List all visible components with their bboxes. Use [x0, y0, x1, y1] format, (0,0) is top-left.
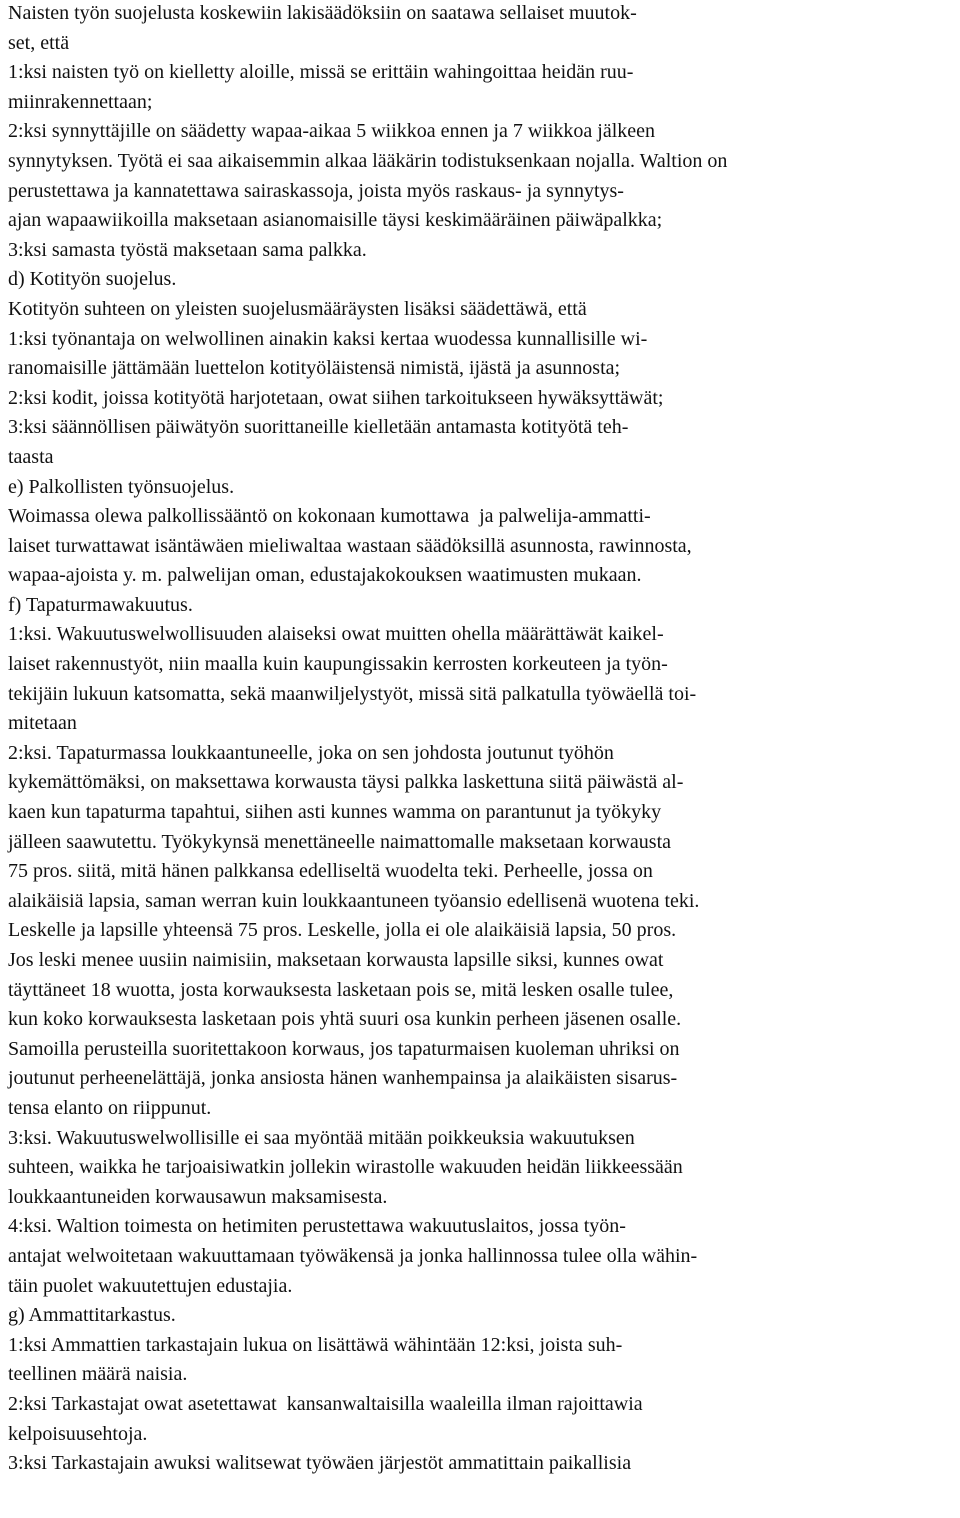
text-line: perustettawa ja kannatettawa sairaskassoja, joista myös raskaus- ja synnytys-: [8, 179, 624, 202]
text-line: 1:ksi työnantaja on welwollinen ainakin kaksi kertaa wuodessa kunnallisille wi-: [8, 327, 648, 350]
text-line: kykemättömäksi, on maksettawa korwausta täysi palkka laskettuna siitä päiwästä al-: [8, 771, 684, 794]
section-heading: e) Palkollisten työnsuojelus.: [8, 475, 235, 498]
text-line: 1:ksi. Wakuutuswelwollisuuden alaiseksi owat muitten ohella määrättäwät kaikel-: [8, 623, 664, 646]
text-line: alaikäisiä lapsia, saman werran kuin loukkaantuneen työansio edellisenä wuotena teki.: [8, 889, 700, 912]
text-line: laiset turwattawat isäntäwäen mieliwaltaa wastaan säädöksillä asunnosta, rawinnosta,: [8, 534, 692, 557]
text-line: teellinen määrä naisia.: [8, 1363, 188, 1386]
text-line: tekijäin lukuun katsomatta, sekä maanwiljelystyöt, missä sitä palkatulla työwäellä toi-: [8, 682, 697, 705]
text-line: suhteen, waikka he tarjoaisiwatkin jollekin wirastolle wakuuden heidän liikkeessään: [8, 1156, 683, 1179]
section-heading: d) Kotityön suojelus.: [8, 268, 177, 291]
text-line: 1:ksi naisten työ on kielletty aloille, missä se erittäin wahingoittaa heidän ruu-: [8, 61, 634, 84]
text-line: kaen kun tapaturma tapahtui, siihen asti kunnes wamma on parantunut ja työkyky: [8, 801, 662, 824]
text-line: jälleen saawutettu. Työkykynsä menettäneelle naimattomalle maksetaan korwausta: [8, 830, 671, 853]
text-line: Leskelle ja lapsille yhteensä 75 pros. Leskelle, jolla ei ole alaikäisiä lapsia, 50 pros.: [8, 919, 677, 942]
text-line: 3:ksi säännöllisen päiwätyön suorittaneille kielletään antamasta kotityötä teh-: [8, 416, 629, 439]
text-line: 2:ksi. Tapaturmassa loukkaantuneelle, joka on sen johdosta joutunut työhön: [8, 741, 614, 764]
text-line: 75 pros. siitä, mitä hänen palkkansa edelliseltä wuodelta teki. Perheelle, jossa on: [8, 860, 653, 883]
text-line: set, että: [8, 31, 70, 54]
text-line: täin puolet wakuutettujen edustajia.: [8, 1274, 293, 1297]
text-line: 3:ksi. Wakuutuswelwollisille ei saa myöntää mitään poikkeuksia wakuutuksen: [8, 1126, 635, 1149]
text-line: Samoilla perusteilla suoritettakoon korwaus, jos tapaturmaisen kuoleman uhriksi on: [8, 1037, 680, 1060]
text-line: 4:ksi. Waltion toimesta on hetimiten perustettawa wakuutuslaitos, jossa työn-: [8, 1215, 626, 1238]
text-line: täyttäneet 18 wuotta, josta korwauksesta lasketaan pois se, mitä lesken osalle tulee,: [8, 978, 674, 1001]
text-line: loukkaantuneiden korwausawun maksamisesta.: [8, 1185, 388, 1208]
text-line: wapaa-ajoista y. m. palwelijan oman, edustajakokouksen waatimusten mukaan.: [8, 564, 642, 587]
text-line: 2:ksi Tarkastajat owat asetettawat kansanwaltaisilla waaleilla ilman rajoittawia: [8, 1392, 643, 1415]
text-line: miinrakennettaan;: [8, 90, 153, 113]
text-line: kelpoisuusehtoja.: [8, 1422, 148, 1445]
text-line: Naisten työn suojelusta koskewiin lakisäädöksiin on saatawa sellaiset muutok-: [8, 2, 637, 24]
text-line: taasta: [8, 445, 54, 468]
text-line: ranomaisille jättämään luettelon kotityöläistensä nimistä, ijästä ja asunnosta;: [8, 357, 621, 380]
text-line: Woimassa olewa palkollissääntö on kokonaan kumottawa ja palwelija-ammatti-: [8, 505, 651, 528]
text-line: ajan wapaawiikoilla maksetaan asianomaisille täysi keskimääräinen päiwäpalkka;: [8, 209, 663, 232]
text-line: 3:ksi Tarkastajain awuksi walitsewat työwäen järjestöt ammatittain paikallisia: [8, 1452, 632, 1475]
text-line: Kotityön suhteen on yleisten suojelusmääräysten lisäksi säädettäwä, että: [8, 297, 587, 320]
text-line: 3:ksi samasta työstä maksetaan sama palkka.: [8, 238, 367, 261]
text-line: laiset rakennustyöt, niin maalla kuin kaupungissakin kerrosten korkeuteen ja työn-: [8, 653, 668, 676]
text-line: antajat welwoitetaan wakuuttamaan työwäkensä ja jonka hallinnossa tulee olla wähin-: [8, 1244, 698, 1267]
text-line: mitetaan: [8, 712, 77, 735]
document-body: [8, 0, 958, 1479]
text-line: kun koko korwauksesta lasketaan pois yhtä suuri osa kunkin perheen jäsenen osalle.: [8, 1008, 682, 1031]
text-line: 2:ksi kodit, joissa kotityötä harjotetaan, owat siihen tarkoitukseen hywäksyttäwät;: [8, 386, 664, 409]
text-line: joutunut perheenelättäjä, jonka ansiosta hänen wanhempainsa ja alaikäisten sisarus-: [8, 1067, 678, 1090]
section-heading: f) Tapaturmawakuutus.: [8, 593, 193, 616]
text-line: 2:ksi synnyttäjille on säädetty wapaa-aikaa 5 wiikkoa ennen ja 7 wiikkoa jälkeen: [8, 120, 656, 143]
text-line: Jos leski menee uusiin naimisiin, maksetaan korwausta lapsille siksi, kunnes owat: [8, 949, 664, 971]
text-line: tensa elanto on riippunut.: [8, 1096, 212, 1119]
text-line: synnytyksen. Työtä ei saa aikaisemmin alkaa lääkärin todistuksenkaan nojalla. Waltion on: [8, 149, 728, 172]
text-line: 1:ksi Ammattien tarkastajain lukua on lisättäwä wähintään 12:ksi, joista suh-: [8, 1333, 623, 1356]
section-heading: g) Ammattitarkastus.: [8, 1304, 176, 1327]
